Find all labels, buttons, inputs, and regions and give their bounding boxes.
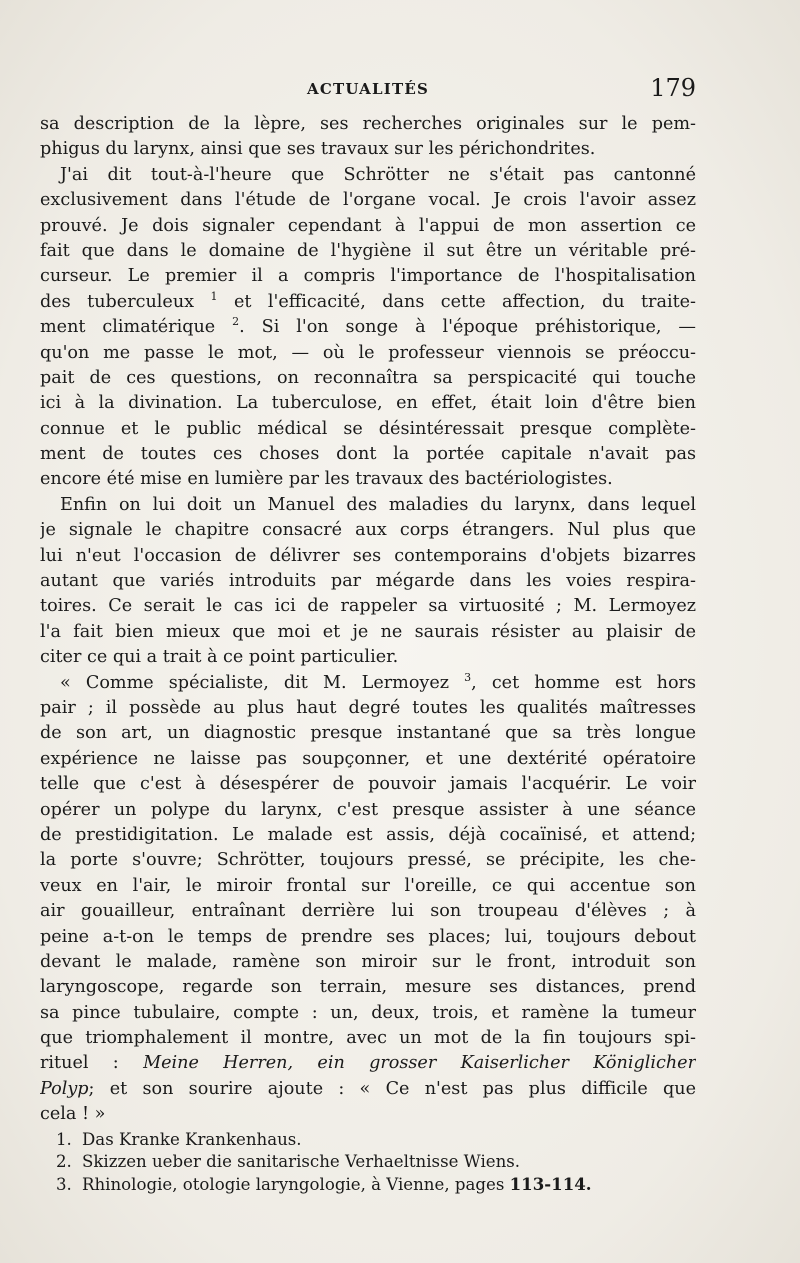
running-head: [40, 74, 696, 106]
text-line: ici à la divination. La tuberculose, en effet, était loin d'être bien: [40, 393, 696, 414]
text-line: ment de toutes ces choses dont la portée capitale n'avait pas: [40, 444, 696, 465]
text-line: air gouailleur, entraînant derrière lui son troupeau d'élèves ; à: [40, 901, 696, 922]
footnote: [56, 1129, 696, 1151]
text-line: devant le malade, ramène son miroir sur le front, introduit son: [40, 951, 696, 972]
footnote-text: Das Kranke Krankenhaus.: [82, 1130, 302, 1149]
text-line: peine a-t-on le temps de prendre ses places; lui, toujours debout: [40, 926, 696, 947]
footnote-ref: 3: [464, 670, 472, 684]
text-line: [40, 290, 696, 315]
text-line: pair ; il possède au plus haut degré toutes les qualités maîtresses: [40, 697, 696, 718]
text-line: lui n'eut l'occasion de délivrer ses contemporains d'objets bizarres: [40, 545, 696, 566]
text-line: toires. Ce serait le cas ici de rappeler sa virtuosité ; M. Lermoyez: [40, 596, 696, 617]
text-line: sa description de la lèpre, ses recherches originales sur le pem-: [40, 114, 696, 134]
german-quote: Polyp: [40, 1078, 89, 1099]
text-line: [40, 1051, 696, 1076]
text-line: citer ce qui a trait à ce point particulier.: [40, 647, 399, 668]
footnote-ref: 1: [210, 289, 218, 303]
text-line: de prestidigitation. Le malade est assis, déjà cocaïnisé, et attend;: [40, 824, 696, 845]
text-line: telle que c'est à désespérer de pouvoir jamais l'acquérir. Le voir: [40, 774, 696, 795]
body-text: [40, 112, 696, 1128]
text-line: que triomphalement il montre, avec un mot de la fin toujours spi-: [40, 1028, 696, 1049]
footnote-text: Skizzen ueber die sanitarische Verhaeltnisse Wiens.: [82, 1152, 521, 1171]
paragraph-start: J'ai dit tout-à-l'heure que Schrötter ne s'était pas cantonné: [60, 164, 696, 185]
footnote-number: 3.: [56, 1175, 72, 1194]
text-line: veux en l'air, le miroir frontal sur l'oreille, ce qui accentue son: [40, 875, 696, 896]
text-line: laryngoscope, regarde son terrain, mesure ses distances, prend: [40, 977, 696, 998]
text-fragment: « Comme spécialiste, dit M. Lermoyez: [60, 672, 450, 693]
text-line: opérer un polype du larynx, c'est presque assister à une séance: [40, 799, 696, 820]
text-fragment: rituel :: [40, 1053, 119, 1074]
footnote-pages: 113-114.: [509, 1174, 592, 1194]
footnote-text: Rhinologie, otologie laryngologie, à Vienne, pages: [82, 1175, 510, 1194]
text-fragment: et l'efficacité, dans cette affection, du traite-: [233, 291, 696, 312]
text-fragment: des tuberculeux: [40, 291, 195, 312]
footnote: [56, 1173, 696, 1195]
text-fragment: ; et son sourire ajoute : « Ce n'est pas plus difficile que: [88, 1078, 696, 1099]
text-fragment: . Si l'on songe à l'époque préhistorique, —: [239, 317, 696, 338]
footnote-number: 1.: [56, 1130, 72, 1149]
text-line: qu'on me passe le mot, — où le professeur viennois se préoccu-: [40, 342, 696, 363]
footnote-number: 2.: [56, 1152, 72, 1171]
text-line: exclusivement dans l'étude de l'organe vocal. Je crois l'avoir assez: [40, 190, 696, 211]
running-title: ACTUALITÉS: [307, 80, 429, 98]
text-line: prouvé. Je dois signaler cependant à l'appui de mon assertion ce: [40, 215, 696, 236]
footnote: [56, 1151, 696, 1173]
text-line: pait de ces questions, on reconnaîtra sa perspicacité qui touche: [40, 367, 696, 388]
text-line: [40, 1077, 696, 1102]
text-line: phigus du larynx, ainsi que ses travaux sur les périchondrites.: [40, 139, 596, 160]
text-fragment: ment climatérique: [40, 317, 216, 338]
text-line: [40, 315, 696, 340]
text-line: fait que dans le domaine de l'hygiène il sut être un véritable pré-: [40, 240, 696, 261]
text-line: la porte s'ouvre; Schrötter, toujours pressé, se précipite, les che-: [40, 850, 696, 871]
text-fragment: , cet homme est hors: [471, 672, 696, 693]
text-line: expérience ne laisse pas soupçonner, et une dextérité opératoire: [40, 748, 696, 769]
text-line: l'a fait bien mieux que moi et je ne saurais résister au plaisir de: [40, 621, 696, 642]
footnote-ref: 2: [232, 315, 240, 329]
text-line: sa pince tubulaire, compte : un, deux, trois, et ramène la tumeur: [40, 1002, 696, 1023]
text-line: encore été mise en lumière par les travaux des bactériologistes.: [40, 469, 613, 490]
text-line: connue et le public médical se désintéressait presque complète-: [40, 418, 696, 439]
paragraph-start: [40, 671, 696, 696]
footnotes: [56, 1129, 696, 1195]
page-number: 179: [650, 74, 696, 102]
text-line: je signale le chapitre consacré aux corps étrangers. Nul plus que: [40, 520, 696, 541]
text-line: cela ! »: [40, 1104, 106, 1125]
german-quote: Meine Herren, ein grosser Kaiserlicher Königlicher: [143, 1053, 696, 1074]
text-line: de son art, un diagnostic presque instantané que sa très longue: [40, 723, 696, 744]
text-line: curseur. Le premier il a compris l'importance de l'hospitalisation: [40, 266, 696, 287]
paragraph-start: Enfin on lui doit un Manuel des maladies du larynx, dans lequel: [60, 494, 696, 515]
text-line: autant que variés introduits par mégarde dans les voies respira-: [40, 571, 696, 592]
